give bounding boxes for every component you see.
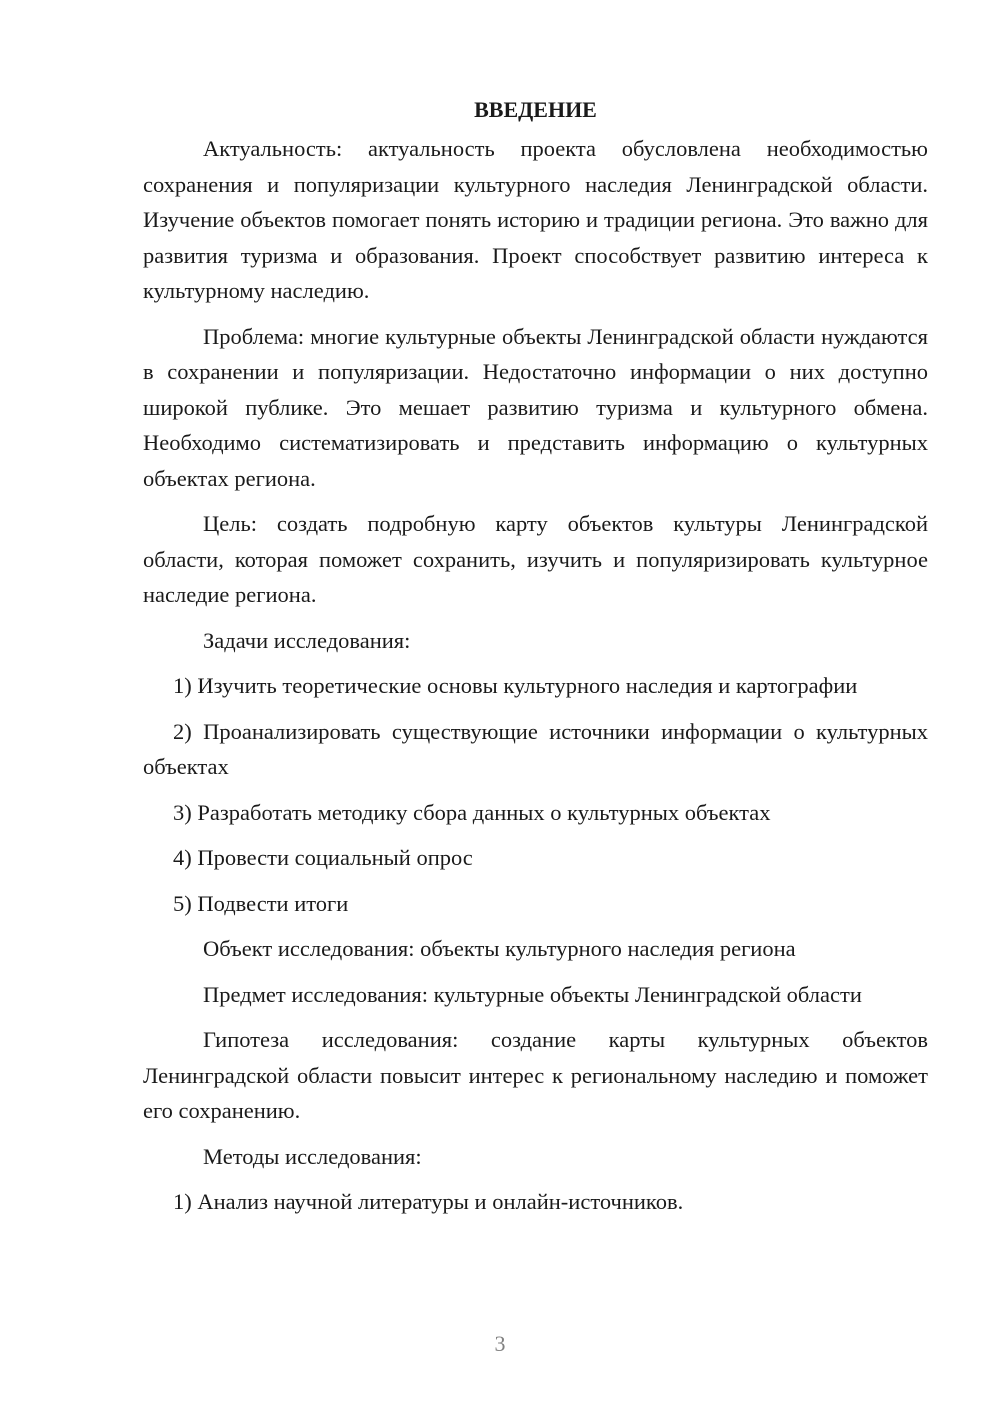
subject-paragraph: Предмет исследования: культурные объекты Ленинградской области	[203, 981, 862, 1007]
task-item-4: 4) Провести социальный опрос	[173, 845, 473, 870]
methods-heading: Методы исследования:	[203, 1143, 422, 1169]
document-body	[143, 92, 928, 1230]
goal-paragraph: Цель: создать подробную карту объектов культуры Ленинградской области, которая поможет сохранить, изучить и популяризировать культурное наследие региона.	[143, 511, 928, 607]
task-item-1: 1) Изучить теоретические основы культурного наследия и картографии	[173, 673, 858, 698]
method-item-1: 1) Анализ научной литературы и онлайн-источников.	[173, 1189, 684, 1214]
hypothesis-paragraph: Гипотеза исследования: создание карты культурных объектов Ленинградской области повысит интерес к региональному наследию и поможет его сохранению.	[143, 1027, 928, 1123]
task-item-5: 5) Подвести итоги	[173, 890, 349, 916]
tasks-heading: Задачи исследования:	[203, 627, 411, 653]
task-item-3: 3) Разработать методику сбора данных о культурных объектах	[173, 799, 771, 825]
task-item-2: 2) Проанализировать существующие источники информации о культурных объектах	[143, 718, 928, 779]
problem-paragraph: Проблема: многие культурные объекты Ленинградской области нуждаются в сохранении и популяризации. Недостаточно информации о них доступно широкой публике. Это мешает развитию туризма и культурного обмена. Необходимо систематизировать и представить информацию о культурных объектах региона.	[143, 323, 928, 491]
page-number: 3	[494, 1331, 506, 1356]
relevance-paragraph: Актуальность: актуальность проекта обусловлена необходимостью сохранения и популяризации культурного наследия Ленинградской области. Изучение объектов помогает понять историю и традиции региона. Это важно для развития туризма и образования. Проект способствует развитию интереса к культурному наследию.	[143, 136, 928, 303]
object-paragraph: Объект исследования: объекты культурного наследия региона	[203, 936, 796, 961]
section-heading: ВВЕДЕНИЕ	[474, 97, 597, 122]
